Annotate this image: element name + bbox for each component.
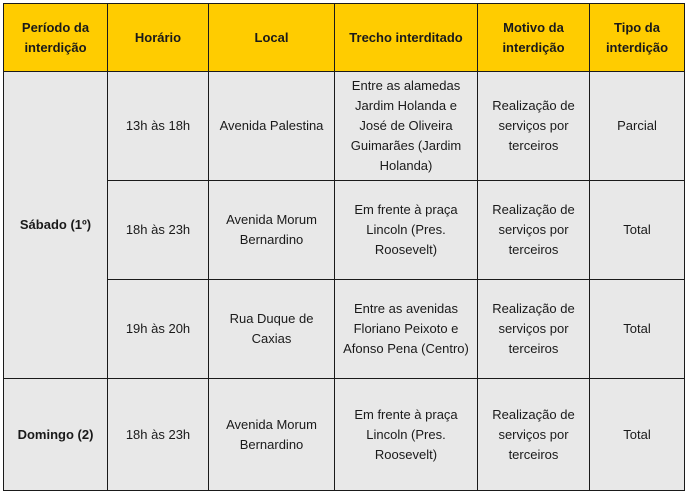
period-cell-sunday: Domingo (2): [4, 379, 108, 491]
reason-cell: Realização de serviços por terceiros: [478, 72, 590, 181]
reason-cell: Realização de serviços por terceiros: [478, 379, 590, 491]
time-cell: 19h às 20h: [108, 280, 209, 379]
table-row: [4, 72, 685, 181]
place-cell: Rua Duque de Caxias: [209, 280, 335, 379]
type-cell: Parcial: [590, 72, 685, 181]
stretch-cell: Entre as alamedas Jardim Holanda e José de Oliveira Guimarães (Jardim Holanda): [335, 72, 478, 181]
place-cell: Avenida Palestina: [209, 72, 335, 181]
time-cell: 18h às 23h: [108, 379, 209, 491]
header-reason: Motivo da interdição: [478, 4, 590, 72]
header-place: Local: [209, 4, 335, 72]
type-cell: Total: [590, 181, 685, 280]
place-cell: Avenida Morum Bernardino: [209, 181, 335, 280]
type-cell: Total: [590, 379, 685, 491]
road-closure-table: [3, 3, 685, 491]
header-stretch: Trecho interditado: [335, 4, 478, 72]
reason-cell: Realização de serviços por terceiros: [478, 181, 590, 280]
reason-cell: Realização de serviços por terceiros: [478, 280, 590, 379]
period-cell-saturday: Sábado (1º): [4, 72, 108, 379]
time-cell: 13h às 18h: [108, 72, 209, 181]
header-type: Tipo da interdição: [590, 4, 685, 72]
place-cell: Avenida Morum Bernardino: [209, 379, 335, 491]
table-header: [4, 4, 685, 72]
header-time: Horário: [108, 4, 209, 72]
stretch-cell: Em frente à praça Lincoln (Pres. Roosevelt): [335, 379, 478, 491]
stretch-cell: Em frente à praça Lincoln (Pres. Roosevelt): [335, 181, 478, 280]
time-cell: 18h às 23h: [108, 181, 209, 280]
header-period: Período da interdição: [4, 4, 108, 72]
stretch-cell: Entre as avenidas Floriano Peixoto e Afonso Pena (Centro): [335, 280, 478, 379]
type-cell: Total: [590, 280, 685, 379]
table-body: [4, 72, 685, 491]
table-row: [4, 379, 685, 491]
header-row: [4, 4, 685, 72]
